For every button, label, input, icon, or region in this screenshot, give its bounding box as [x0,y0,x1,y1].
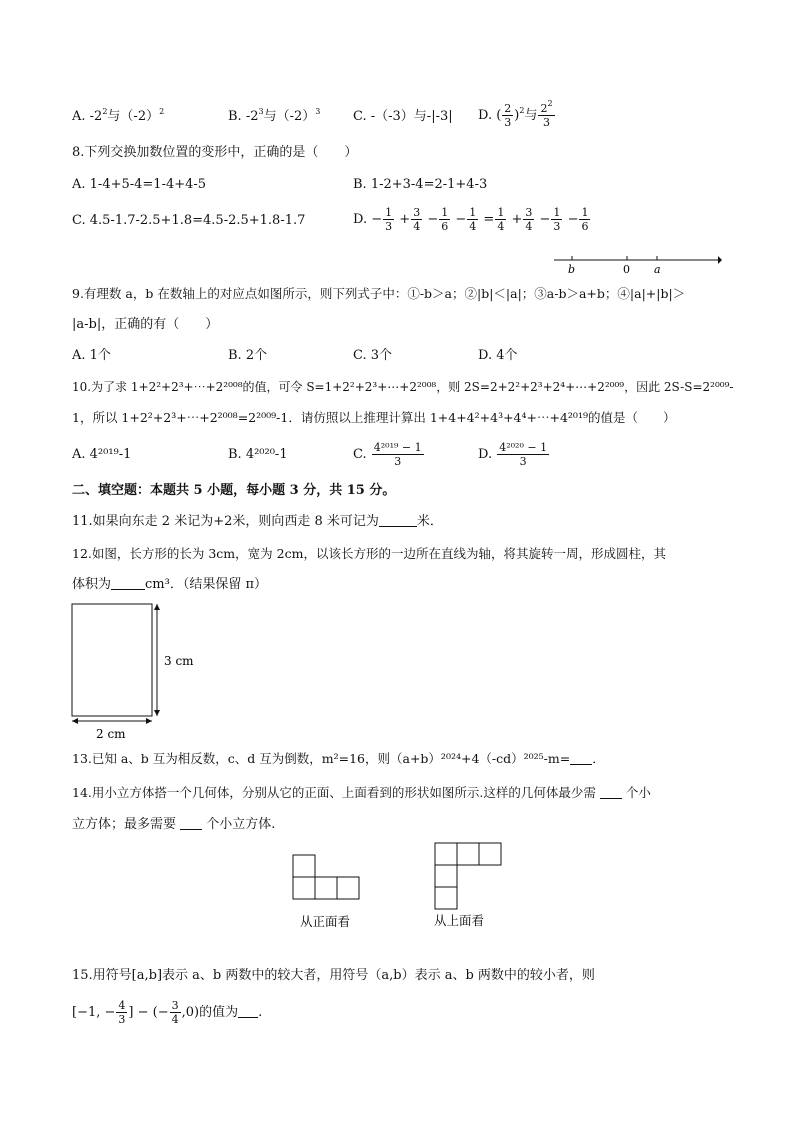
arrow-up-icon [154,604,160,610]
answer-blank[interactable] [379,514,417,527]
arrow-left-icon [72,718,78,724]
arrow-down-icon [154,710,160,716]
q8-option-a: A. 1-4+5-4=1-4+4-5 [72,177,207,192]
answer-blank[interactable] [111,577,145,590]
answer-blank[interactable] [238,1005,258,1018]
label-a: a [654,263,661,276]
label-b: b [568,263,576,276]
q15-expression: [−1, − $\frac{4}{3}$ ] − (− $\frac{3}{4}$ ,0)的值为 . [72,999,263,1026]
answer-blank[interactable] [180,817,202,830]
q13-stem: 13.已知 a、b 互为相反数，c、d 互为倒数，m²=16，则（a+b）²⁰²⁴+4（-cd）²⁰²⁵-m= ． [72,751,605,766]
q10-option-a: A. 4²⁰¹⁹-1 [72,447,132,462]
cube-square [293,855,315,877]
q11-stem: 11.如果向东走 2 米记为+2米，则向西走 8 米可记为 米． [72,514,443,529]
rectangle-figure [66,600,216,745]
label-zero: 0 [623,263,630,276]
q12-stem-line1: 12.如图，长方形的长为 3cm，宽为 2cm，以该长方形的一边所在直线为轴，将其旋转一周，形成圆柱，其 [72,546,666,561]
fraction: $\frac{2^2}{3}$ [540,99,553,129]
q9-stem-line2: |a-b|，正确的有（ ） [72,317,219,332]
cube-square [457,843,479,865]
rectangle-shape [72,604,152,716]
q9-option-c: C. 3个 [353,348,393,363]
top-view-caption: 从上面看 [434,913,485,928]
q9-stem-line1: 9.有理数 a，b 在数轴上的对应点如图所示，则下列式子中：①-b＞a；②|b|＜|a|；③a-b＞a+b；④|a|+|b|＞ [72,286,686,301]
number-line [550,250,725,280]
q15-stem-line1: 15.用符号[a,b]表示 a、b 两数中的较大者，用符号（a,b）表示 a、b 两数中的较小者，则 [72,968,595,983]
q9-option-b: B. 2个 [228,348,268,363]
arrow-right-icon [146,718,152,724]
q10-option-d: D. $\frac{\text{4²⁰²⁰ − 1}}{3}$ [478,441,548,468]
q14-stem-line2: 立方体；最多需要 个小立方体. [72,817,276,832]
q9-option-a: A. 1个 [72,348,111,363]
q7-option-a: A. $-2^2$与$(-2)^2$ [72,107,165,124]
q8-option-d: D. − $\frac{1}{3}$ + $\frac{3}{4}$ − $\frac{1}{6}$ − $\frac{1}{4}$ = $\frac{1}{4}$ + $\frac{3}{4}$ − $\frac{1}{3}$ − $\frac{1}{6}$ [353,206,589,233]
q10-stem-line1: 10.为了求 1+2²+2³+⋯+2²⁰⁰⁸的值，可令 S=1+2²+2³+⋯+2²⁰⁰⁸，则 2S=2+2²+2³+2⁴+⋯+2²⁰⁰⁹，因此 2S-S=2²⁰⁰⁹- [72,380,734,394]
q12-stem-line2: 体积为 cm³．（结果保留 π） [72,577,268,592]
arrow-icon [718,256,722,264]
front-view-figure [290,852,365,932]
front-view-caption: 从正面看 [300,914,351,929]
cube-square [435,887,457,909]
section-heading: 二、填空题：本题共 5 小题，每小题 3 分，共 15 分。 [72,483,396,498]
q7-option-c: C. -（-3）与-|-3| [353,109,453,124]
width-label: 2 cm [96,727,126,741]
fraction: $\frac{2}{3}$ [504,102,512,129]
cube-square [315,877,337,899]
top-view-figure [432,840,507,932]
q7-option-b: B. $-2^3$与$(-2)^3$ [228,107,321,124]
q8-option-b: B. 1-2+3-4=2-1+4-3 [353,177,488,192]
cube-square [435,843,457,865]
cube-square [337,877,359,899]
cube-square [435,865,457,887]
q8-stem: 8.下列交换加数位置的变形中，正确的是（ ） [72,145,358,160]
q8-option-c: C. 4.5-1.7-2.5+1.8=4.5-2.5+1.8-1.7 [72,213,306,228]
q9-option-d: D. 4个 [478,348,518,363]
answer-blank[interactable] [600,786,622,799]
q10-option-b: B. 4²⁰²⁰-1 [228,447,288,462]
q14-stem-line1: 14.用小立方体搭一个几何体，分别从它的正面、上面看到的形状如图所示.这样的几何体最少需 个小 [72,785,651,800]
cube-square [479,843,501,865]
q7-option-d: D. ( $\frac{2}{3}$ )$^2$与 $\frac{2^2}{3}$ [478,99,553,129]
q10-stem-line2: 1，所以 1+2²+2³+⋯+2²⁰⁰⁸=2²⁰⁰⁹-1．请仿照以上推理计算出 1+4+4²+4³+4⁴+⋯+4²⁰¹⁹的值是（ ） [72,410,676,425]
cube-square [293,877,315,899]
q10-option-c: C. $\frac{\text{4²⁰¹⁹ − 1}}{3}$ [353,441,422,468]
answer-blank[interactable] [570,752,592,765]
height-label: 3 cm [164,654,194,668]
